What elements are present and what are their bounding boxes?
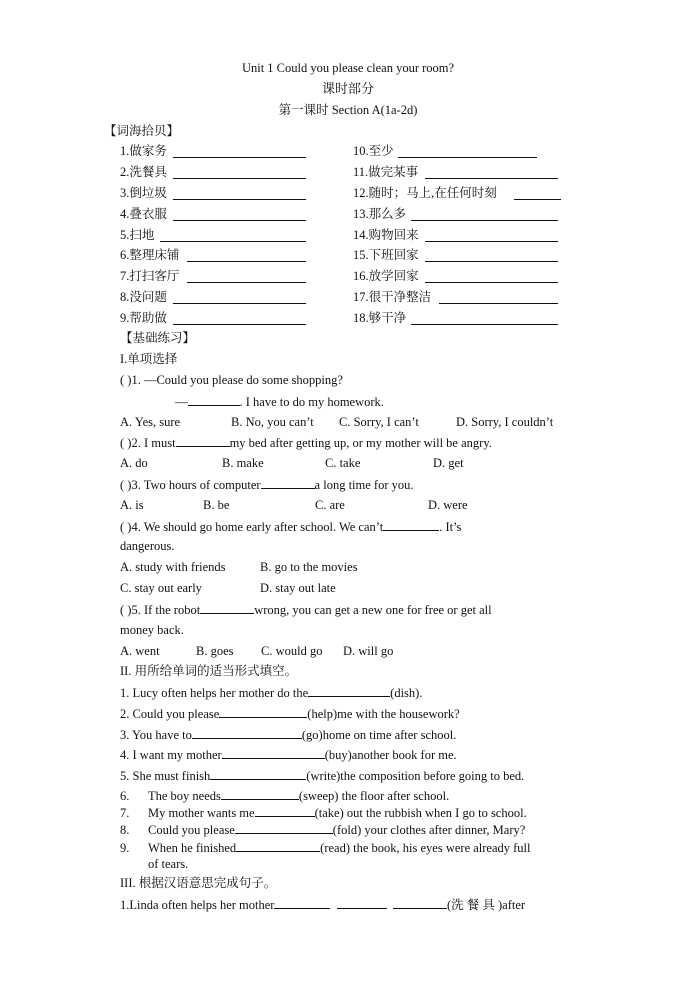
answer-blank[interactable] <box>261 476 315 489</box>
answer-blank[interactable] <box>210 767 306 780</box>
question-stem: . I have to do my homework. <box>239 395 384 409</box>
answer-blank[interactable] <box>187 281 306 283</box>
question-2 <box>120 434 492 451</box>
answer-blank[interactable] <box>192 726 302 739</box>
option-b[interactable]: B. goes <box>196 644 234 658</box>
vocab-item: 2.洗餐具 <box>120 165 167 179</box>
vocab-item: 17.很干净整洁 <box>353 290 432 304</box>
question-stem: . It’s <box>439 520 462 534</box>
question-1-response <box>175 393 384 410</box>
fill-item-9-continued: of tears. <box>148 857 189 871</box>
fill-item-1 <box>120 684 422 701</box>
vocab-item: 15.下班回家 <box>353 248 419 262</box>
vocab-item: 12.随时；马上,在任何时刻 <box>353 186 497 200</box>
answer-blank[interactable] <box>219 705 307 718</box>
translation-item-1 <box>120 896 525 913</box>
question-stem: 2. I must <box>131 436 176 450</box>
option-b[interactable]: B. No, you can’t <box>231 415 314 429</box>
answer-blank[interactable] <box>308 684 390 697</box>
option-c[interactable]: C. Sorry, I can’t <box>339 415 419 429</box>
fill-stem: 3. You have to <box>120 728 192 742</box>
answer-paren[interactable]: ( ) <box>120 373 132 387</box>
answer-blank[interactable] <box>187 260 306 262</box>
option-b[interactable]: B. be <box>203 498 230 512</box>
option-d[interactable]: D. stay out late <box>260 581 336 595</box>
question-4-continued: dangerous. <box>120 539 175 553</box>
answer-blank[interactable] <box>176 434 230 447</box>
item-number: 8. <box>120 823 130 837</box>
vocab-item: 13.那么多 <box>353 207 407 221</box>
answer-paren[interactable]: ( ) <box>120 520 132 534</box>
answer-blank[interactable] <box>173 198 306 200</box>
question-stem: my bed after getting up, or my mother will be angry. <box>229 436 492 450</box>
answer-blank[interactable] <box>255 804 315 817</box>
answer-blank[interactable] <box>383 518 439 531</box>
option-b[interactable]: B. make <box>222 456 264 470</box>
fill-item-5 <box>120 767 524 784</box>
option-c[interactable]: C. are <box>315 498 345 512</box>
option-b[interactable]: B. go to the movies <box>260 560 358 574</box>
question-stem: 3. Two hours of computer <box>131 478 261 492</box>
option-d[interactable]: D. were <box>428 498 468 512</box>
question-5 <box>120 601 492 618</box>
page-subtitle: 课时部分 <box>321 81 374 96</box>
answer-blank[interactable] <box>173 156 306 158</box>
option-d[interactable]: D. get <box>433 456 464 470</box>
fill-stem: When he finished <box>148 841 237 855</box>
question-1 <box>120 372 343 388</box>
fill-stem: (fold) your clothes after dinner, Mary? <box>332 823 526 837</box>
vocab-item: 10.至少 <box>353 144 394 158</box>
answer-blank[interactable] <box>173 177 306 179</box>
option-d[interactable]: D. will go <box>343 644 394 658</box>
vocab-item: 14.购物回来 <box>353 228 419 242</box>
item-number: 6. <box>120 789 130 803</box>
question-3 <box>120 476 414 493</box>
vocab-item: 6.整理床铺 <box>120 248 180 262</box>
question-stem: wrong, you can get a new one for free or get all <box>254 603 492 617</box>
answer-paren[interactable]: ( ) <box>120 603 132 617</box>
fill-stem: (go)home on time after school. <box>301 728 457 742</box>
fill-stem: 1. Lucy often helps her mother do the <box>120 686 309 700</box>
fill-item-8 <box>120 821 525 838</box>
fill-item-9 <box>120 839 531 856</box>
answer-blank[interactable] <box>221 787 299 800</box>
fill-item-7 <box>120 804 527 821</box>
fill-stem: (help)me with the housework? <box>307 707 460 721</box>
part1-title: I.单项选择 <box>120 352 178 366</box>
item-number: 7. <box>120 806 130 820</box>
answer-blank[interactable] <box>425 260 558 262</box>
trans-stem: (洗 餐 具 )after <box>446 898 526 912</box>
fill-item-4 <box>120 746 457 763</box>
question-stem: 5. If the robot <box>131 603 201 617</box>
fill-stem: 5. She must finish <box>120 769 211 783</box>
fill-stem: (sweep) the floor after school. <box>298 789 450 803</box>
answer-blank[interactable] <box>514 198 561 200</box>
fill-item-3 <box>120 726 456 743</box>
answer-blank[interactable] <box>188 393 240 406</box>
fill-stem: (write)the composition before going to bed. <box>306 769 525 783</box>
option-a[interactable]: A. went <box>120 644 160 658</box>
lesson-title: 第一课时 Section A(1a-2d) <box>278 103 418 117</box>
item-number: 9. <box>120 841 130 855</box>
answer-paren[interactable]: ( ) <box>120 436 132 450</box>
part2-title: II. 用所给单词的适当形式填空。 <box>120 664 298 678</box>
vocab-heading: 【词海拾贝】 <box>104 124 180 138</box>
answer-blank[interactable] <box>411 323 558 325</box>
answer-blank[interactable] <box>235 821 333 834</box>
vocab-item: 18.够干净 <box>353 311 407 325</box>
part3-title: III. 根据汉语意思完成句子。 <box>120 876 277 890</box>
fill-stem: 2. Could you please <box>120 707 220 721</box>
answer-blank[interactable] <box>393 896 447 909</box>
answer-blank[interactable] <box>173 302 306 304</box>
answer-blank[interactable] <box>173 219 306 221</box>
question-stem: 4. We should go home early after school. We can’t <box>131 520 384 534</box>
vocab-item: 16.放学回家 <box>353 269 419 283</box>
fill-stem: The boy needs <box>148 789 221 803</box>
answer-blank[interactable] <box>337 896 387 909</box>
vocab-item: 4.叠衣服 <box>120 207 167 221</box>
answer-blank[interactable] <box>425 177 558 179</box>
fill-stem: 4. I want my mother <box>120 748 222 762</box>
fill-stem: (buy)another book for me. <box>324 748 457 762</box>
fill-item-6 <box>120 787 449 804</box>
vocab-item: 1.做家务 <box>120 144 167 158</box>
option-c[interactable]: C. take <box>325 456 361 470</box>
option-d[interactable]: D. Sorry, I couldn’t <box>456 415 554 429</box>
fill-stem: (take) out the rubbish when I go to school. <box>314 806 527 820</box>
option-c[interactable]: C. would go <box>261 644 323 658</box>
vocab-item: 11.做完某事 <box>353 165 419 179</box>
answer-blank[interactable] <box>200 601 254 614</box>
question-5-continued: money back. <box>120 623 184 637</box>
vocab-item: 8.没问题 <box>120 290 167 304</box>
vocab-item: 7.打扫客厅 <box>120 269 180 283</box>
question-stem: 1. —Could you please do some shopping? <box>131 373 343 387</box>
question-stem: a long time for you. <box>314 478 414 492</box>
answer-blank[interactable] <box>425 281 558 283</box>
answer-blank[interactable] <box>439 302 558 304</box>
answer-blank[interactable] <box>173 323 306 325</box>
vocab-item: 5.扫地 <box>120 228 155 242</box>
option-a[interactable]: A. study with friends <box>120 560 226 574</box>
option-a[interactable]: A. is <box>120 498 144 512</box>
basic-heading: 【基础练习】 <box>120 331 196 345</box>
answer-blank[interactable] <box>160 240 306 242</box>
question-4 <box>120 518 461 535</box>
fill-item-2 <box>120 705 460 722</box>
option-a[interactable]: A. do <box>120 456 148 470</box>
fill-stem: (read) the book, his eyes were already full <box>320 841 531 855</box>
vocab-item: 9.帮助做 <box>120 311 167 325</box>
answer-blank[interactable] <box>425 240 558 242</box>
answer-blank[interactable] <box>411 219 558 221</box>
fill-stem: (dish). <box>390 686 423 700</box>
answer-blank[interactable] <box>274 896 330 909</box>
trans-stem: 1.Linda often helps her mother <box>120 898 275 912</box>
fill-stem: My mother wants me <box>148 806 255 820</box>
vocab-item: 3.倒垃圾 <box>120 186 167 200</box>
option-c[interactable]: C. stay out early <box>120 581 202 595</box>
fill-stem: Could you please <box>148 823 235 837</box>
answer-paren[interactable]: ( ) <box>120 478 132 492</box>
page-title: Unit 1 Could you please clean your room? <box>241 61 455 75</box>
answer-blank[interactable] <box>398 156 537 158</box>
option-a[interactable]: A. Yes, sure <box>120 415 181 429</box>
dash: — <box>175 395 188 409</box>
answer-blank[interactable] <box>236 839 320 852</box>
answer-blank[interactable] <box>222 746 325 759</box>
